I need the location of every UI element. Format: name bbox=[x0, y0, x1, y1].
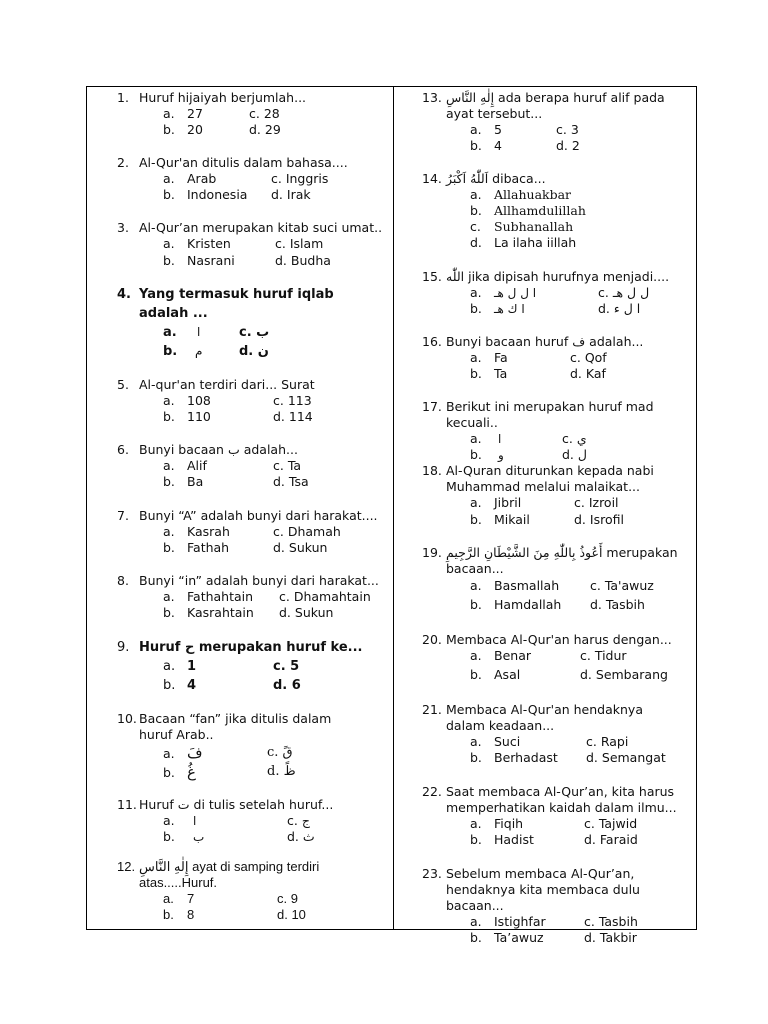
question-number: 19. bbox=[422, 545, 442, 560]
option-b: b. Ba bbox=[163, 474, 204, 489]
option-d: d. 114 bbox=[273, 409, 313, 424]
option-a: a. ا bbox=[163, 325, 201, 340]
options bbox=[163, 813, 387, 845]
question-number: 11. bbox=[117, 797, 137, 812]
question-20 bbox=[394, 632, 694, 686]
question-number: 20. bbox=[422, 632, 442, 647]
option-c: c. Inggris bbox=[271, 171, 329, 186]
option-a: a. 27 bbox=[163, 106, 203, 121]
options bbox=[470, 285, 694, 317]
option-b: b. 4 bbox=[470, 138, 502, 153]
question-text: Bunyi “in” adalah bunyi dari harakat... bbox=[139, 573, 379, 588]
question-text: Sebelum membaca Al-Qur’an, hendaknya kita membaca dulu bacaan... bbox=[446, 866, 640, 913]
question-text: Huruf ت di tulis setelah huruf... bbox=[139, 797, 334, 812]
option-a: a. Fathahtain bbox=[163, 589, 254, 604]
option-c: c. Rapi bbox=[586, 734, 629, 749]
question-text: Bacaan “fan” jika ditulis dalam huruf Arab.. bbox=[139, 711, 332, 742]
options bbox=[163, 657, 387, 695]
options bbox=[470, 350, 694, 382]
option-a: a. Suci bbox=[470, 734, 521, 749]
option-b: b. Ta’awuz bbox=[470, 930, 544, 945]
option-c: c. 5 bbox=[273, 659, 300, 674]
option-d: d. ن bbox=[239, 344, 269, 359]
question-4 bbox=[87, 285, 387, 361]
option-a: a. ا ل ل هـ bbox=[470, 285, 537, 300]
question-number: 1. bbox=[117, 90, 129, 105]
option-b: b. Hadist bbox=[470, 832, 534, 847]
options bbox=[163, 171, 387, 203]
question-2 bbox=[87, 155, 387, 203]
option-d: d. ا ل ء bbox=[598, 301, 641, 316]
option-c: c. 28 bbox=[249, 106, 280, 121]
question-7 bbox=[87, 508, 387, 556]
options bbox=[163, 106, 387, 138]
question-number: 22. bbox=[422, 784, 442, 799]
options bbox=[163, 891, 387, 923]
option-a: a. 1 bbox=[163, 659, 197, 674]
question-text: Huruf hijaiyah berjumlah... bbox=[139, 90, 307, 105]
question-number: 21. bbox=[422, 702, 442, 717]
option-b: b. Allhamdulillah bbox=[470, 203, 586, 218]
question-text: Berikut ini merupakan huruf mad kecuali.. bbox=[446, 399, 654, 430]
option-a: a. ا bbox=[163, 813, 197, 828]
question-number: 23. bbox=[422, 866, 442, 881]
question-text: إِلٰهِ النَّاسِ ada berapa huruf alif pada ayat tersebut... bbox=[446, 90, 665, 121]
question-number: 16. bbox=[422, 334, 442, 349]
option-b: b. Ta bbox=[470, 366, 508, 381]
question-text: Bunyi “A” adalah bunyi dari harakat.... bbox=[139, 508, 378, 523]
option-c: c. قً bbox=[267, 745, 293, 760]
option-d: d. Sukun bbox=[279, 605, 334, 620]
options bbox=[163, 323, 387, 361]
option-a: a. ا bbox=[470, 431, 502, 446]
options bbox=[470, 187, 694, 251]
option-b: b. 20 bbox=[163, 122, 203, 137]
option-c: c. ل ل هـ bbox=[598, 285, 650, 300]
question-number: 5. bbox=[117, 377, 129, 392]
question-number: 9. bbox=[117, 640, 130, 655]
question-number: 12. bbox=[117, 859, 136, 874]
options bbox=[470, 122, 694, 154]
options bbox=[163, 524, 387, 556]
option-a: a. 7 bbox=[163, 891, 195, 906]
question-number: 15. bbox=[422, 269, 442, 284]
option-d: d. Tsa bbox=[273, 474, 309, 489]
option-d: d. Irak bbox=[271, 187, 311, 202]
options bbox=[470, 914, 694, 946]
question-17 bbox=[394, 399, 694, 463]
option-b: b. Nasrani bbox=[163, 253, 235, 268]
option-b: b. و bbox=[470, 447, 504, 462]
option-a: a. Benar bbox=[470, 648, 531, 663]
question-text: Membaca Al-Qur'an harus dengan... bbox=[446, 632, 672, 647]
question-text: اللّٰه jika dipisah hurufnya menjadi.... bbox=[446, 269, 670, 284]
question-number: 2. bbox=[117, 155, 129, 170]
option-c: c. Tasbih bbox=[584, 914, 638, 929]
question-text: Al-Qur’an merupakan kitab suci umat.. bbox=[139, 220, 383, 235]
question-text: اَللّٰهُ اَكْبَرُ dibaca... bbox=[446, 171, 546, 186]
question-14 bbox=[394, 171, 694, 251]
option-d: d. 6 bbox=[273, 678, 301, 693]
option-a: a. 5 bbox=[470, 122, 502, 137]
option-b: b. م bbox=[163, 344, 203, 359]
option-d: d. 2 bbox=[556, 138, 580, 153]
question-10 bbox=[87, 711, 387, 783]
options bbox=[163, 745, 387, 783]
question-12 bbox=[87, 859, 387, 923]
option-c: c. Tajwid bbox=[584, 816, 638, 831]
option-a: a. Kasrah bbox=[163, 524, 230, 539]
question-text: Al-Qur'an ditulis dalam bahasa.... bbox=[139, 155, 348, 170]
option-a: a. Allahuakbar bbox=[470, 187, 572, 202]
option-c: c. ب bbox=[239, 325, 270, 340]
options bbox=[163, 393, 387, 425]
question-text: Yang termasuk huruf iqlab adalah ... bbox=[139, 287, 334, 321]
option-c: c. Ta'awuz bbox=[590, 578, 654, 593]
option-a: a. 108 bbox=[163, 393, 211, 408]
option-a: a. Alif bbox=[163, 458, 207, 473]
question-text: أَعُوذُ بِاللّٰهِ مِنَ الشَّيْطَانِ الرَّجِيمِ merupakan bacaan... bbox=[446, 545, 678, 576]
option-d: d. Kaf bbox=[570, 366, 606, 381]
options bbox=[470, 578, 694, 616]
option-c: c. ج bbox=[287, 813, 310, 828]
option-a: a. Kristen bbox=[163, 236, 231, 251]
option-d: d. Faraid bbox=[584, 832, 638, 847]
question-number: 18. bbox=[422, 463, 442, 478]
question-6 bbox=[87, 442, 387, 490]
option-a: a. Istighfar bbox=[470, 914, 546, 929]
question-15 bbox=[394, 269, 694, 317]
question-21 bbox=[394, 702, 694, 766]
options bbox=[470, 816, 694, 848]
question-number: 6. bbox=[117, 442, 129, 457]
question-16 bbox=[394, 334, 694, 382]
question-11 bbox=[87, 797, 387, 845]
option-b: b. Asal bbox=[470, 667, 521, 682]
options bbox=[470, 495, 694, 528]
question-1 bbox=[87, 90, 387, 138]
question-9 bbox=[87, 638, 387, 695]
option-b: b. ا ك هـ bbox=[470, 301, 525, 316]
question-text: Al-qur'an terdiri dari... Surat bbox=[139, 377, 315, 392]
option-a: a. Arab bbox=[163, 171, 217, 186]
option-c: c. 113 bbox=[273, 393, 312, 408]
option-d: d. Semangat bbox=[586, 750, 666, 765]
option-b: b. Berhadast bbox=[470, 750, 558, 765]
question-23 bbox=[394, 866, 694, 946]
option-b: b. ب bbox=[163, 829, 205, 844]
question-8 bbox=[87, 573, 387, 621]
option-a: a. Fiqih bbox=[470, 816, 524, 831]
question-text: إِلٰهِ النَّاسِ ayat di samping terdiri atas.....Huruf. bbox=[139, 859, 320, 890]
question-5 bbox=[87, 377, 387, 425]
option-c: c. Qof bbox=[570, 350, 607, 365]
option-d: d. ل bbox=[562, 447, 587, 462]
option-b: b. Mikail bbox=[470, 512, 530, 527]
question-number: 3. bbox=[117, 220, 129, 235]
option-c: c. Tidur bbox=[580, 648, 627, 663]
option-c: c. 9 bbox=[277, 891, 298, 906]
option-b: b. غُ bbox=[163, 763, 196, 781]
option-c: c. Izroil bbox=[574, 495, 619, 510]
option-d: d. La ilaha iillah bbox=[470, 235, 577, 250]
option-b: b. Indonesia bbox=[163, 187, 248, 202]
option-d: d. Takbir bbox=[584, 930, 637, 945]
option-c: c. Subhanallah bbox=[470, 219, 574, 234]
question-text: Bunyi bacaan huruf ف adalah... bbox=[446, 334, 644, 349]
question-number: 13. bbox=[422, 90, 442, 105]
option-b: b. Fathah bbox=[163, 540, 230, 555]
question-13 bbox=[394, 90, 694, 154]
question-text: Membaca Al-Qur'an hendaknya dalam keadaan... bbox=[446, 702, 643, 733]
option-a: a. Basmallah bbox=[470, 578, 560, 593]
question-18 bbox=[394, 463, 694, 528]
option-d: d. Tasbih bbox=[590, 597, 645, 612]
question-text: Bunyi bacaan ب adalah... bbox=[139, 442, 298, 457]
options bbox=[470, 734, 694, 766]
option-a: a. فَ bbox=[163, 744, 203, 762]
option-b: b. Hamdallah bbox=[470, 597, 562, 612]
options bbox=[470, 648, 694, 686]
option-a: a. Fa bbox=[470, 350, 508, 365]
options bbox=[163, 458, 387, 490]
option-a: a. Jibril bbox=[470, 495, 522, 510]
option-c: c. Dhamah bbox=[273, 524, 341, 539]
question-number: 4. bbox=[117, 287, 131, 302]
options bbox=[470, 431, 694, 463]
option-d: d. Sembarang bbox=[580, 667, 668, 682]
question-19 bbox=[394, 545, 694, 616]
option-d: d. 10 bbox=[277, 907, 306, 922]
question-number: 7. bbox=[117, 508, 129, 523]
option-d: d. Budha bbox=[275, 253, 331, 268]
option-b: b. 4 bbox=[163, 678, 197, 693]
option-d: d. ظً bbox=[267, 764, 296, 779]
option-c: c. Ta bbox=[273, 458, 302, 473]
question-text: Huruf ح merupakan huruf ke... bbox=[139, 640, 363, 655]
option-b: b. 8 bbox=[163, 907, 195, 922]
option-b: b. 110 bbox=[163, 409, 211, 424]
question-22 bbox=[394, 784, 694, 848]
option-c: c. ي bbox=[562, 431, 587, 446]
question-text: Saat membaca Al-Qur’an, kita harus memperhatikan kaidah dalam ilmu... bbox=[446, 784, 677, 815]
option-c: c. Dhamahtain bbox=[279, 589, 371, 604]
question-number: 10. bbox=[117, 711, 137, 726]
options bbox=[163, 589, 387, 621]
options bbox=[163, 236, 387, 269]
exam-sheet bbox=[86, 86, 697, 945]
option-d: d. 29 bbox=[249, 122, 281, 137]
question-text: Al-Quran diturunkan kepada nabi Muhammad melalui malaikat... bbox=[446, 463, 654, 494]
option-c: c. 3 bbox=[556, 122, 579, 137]
option-d: d. ث bbox=[287, 829, 315, 844]
option-c: c. Islam bbox=[275, 236, 324, 251]
question-number: 14. bbox=[422, 171, 442, 186]
option-d: d. Sukun bbox=[273, 540, 328, 555]
question-number: 8. bbox=[117, 573, 129, 588]
question-number: 17. bbox=[422, 399, 442, 414]
option-d: d. Isrofil bbox=[574, 512, 624, 527]
question-3 bbox=[87, 220, 387, 269]
option-b: b. Kasrahtain bbox=[163, 605, 254, 620]
